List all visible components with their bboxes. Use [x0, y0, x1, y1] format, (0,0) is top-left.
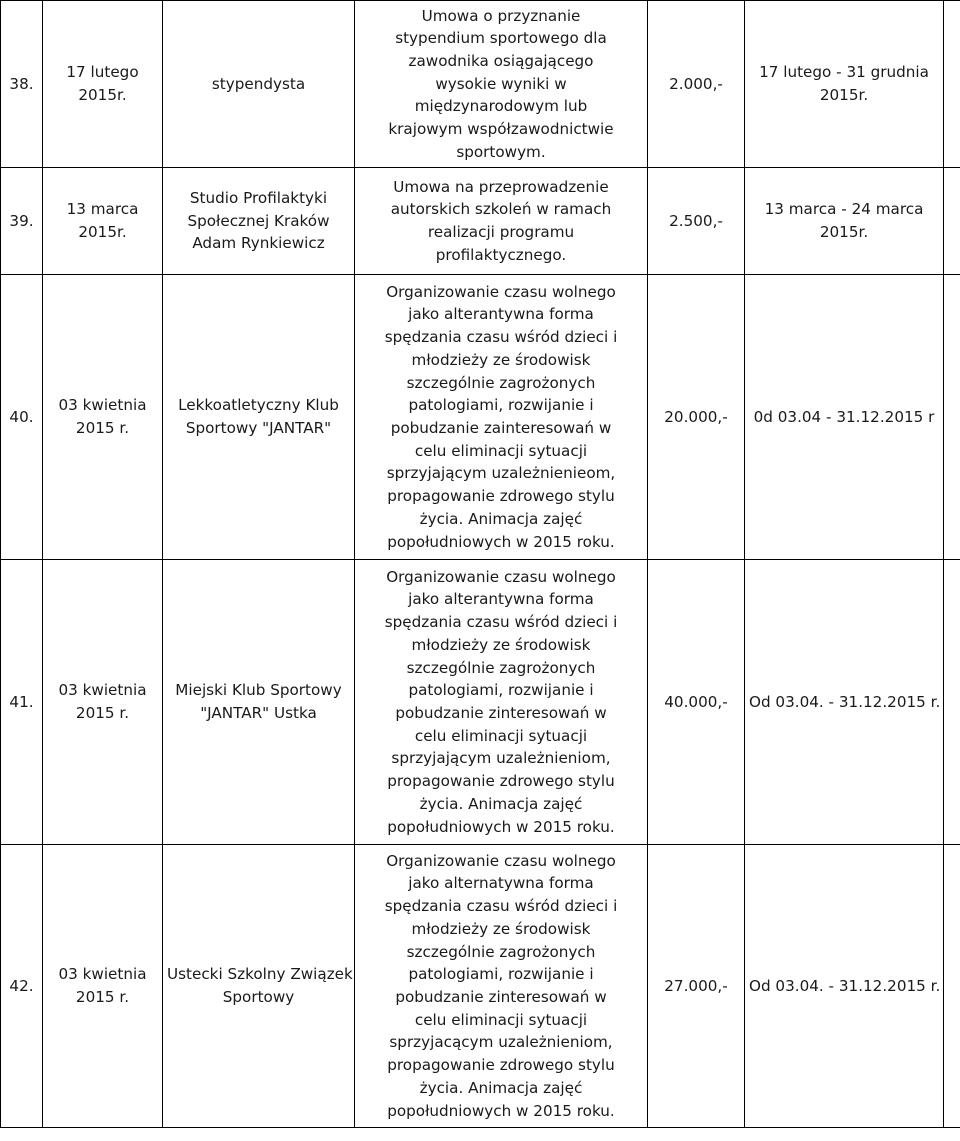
contract-description-line: stypendium sportowego dla: [395, 29, 607, 48]
recipient-line: Ustecki Szkolny Związek: [167, 965, 353, 984]
row-number: 42.: [1, 845, 43, 1128]
recipient-line: stypendysta: [211, 74, 306, 93]
contract-description: [355, 560, 648, 845]
recipient: [163, 1, 355, 168]
contract-description-line: patologiami, rozwijanie i: [408, 396, 594, 415]
recipient-line: Adam Rynkiewicz: [192, 234, 325, 253]
contract-description-line: jako alternatywna forma: [408, 874, 594, 893]
contract-date: [43, 845, 163, 1128]
table-edge-spacer: [944, 1, 960, 168]
contract-description-line: krajowym współzawodnictwie: [388, 120, 614, 139]
contract-description-line: pobudzanie zinteresowań w: [395, 988, 607, 1006]
contract-description-line: Organizowanie czasu wolnego: [386, 282, 616, 301]
contract-date-line: 03 kwietnia: [58, 681, 147, 700]
contract-description-line: zawodnika osiągającego: [408, 51, 594, 70]
contract-description: [355, 168, 648, 275]
contract-description-line: celu eliminacji sytuacji: [414, 726, 588, 745]
contract-amount: 2.000,-: [648, 1, 745, 168]
contract-description-line: szczególnie zagrożonych: [406, 658, 596, 677]
contract-date-line: 2015r.: [78, 86, 127, 104]
contract-period-line: 17 lutego - 31 grudnia: [759, 63, 929, 82]
contract-period-line: 2015r.: [819, 223, 869, 241]
contract-date-line: 2015 r.: [75, 419, 130, 437]
recipient-line: Lekkoatletyczny Klub: [178, 396, 339, 415]
contract-description-line: spędzania czasu wśród dzieci i: [384, 328, 618, 347]
contract-period-line: 13 marca - 24 marca: [764, 200, 924, 219]
contract-period: [745, 168, 944, 275]
contract-description-line: popołudniowych w 2015 roku.: [387, 817, 615, 836]
contract-date: [43, 1, 163, 168]
contract-description-line: patologiami, rozwijanie i: [408, 965, 594, 984]
contract-description-line: życia. Animacja zajęć: [419, 509, 583, 528]
recipient-line: Studio Profilaktyki: [189, 188, 328, 207]
table-row: [1, 168, 960, 275]
table-edge-spacer: [944, 560, 960, 845]
contract-description-line: popołudniowych w 2015 roku.: [387, 1101, 615, 1120]
contract-description-line: propagowanie zdrowego stylu: [387, 772, 615, 791]
contract-description-line: profilaktycznego.: [435, 245, 567, 264]
contract-period-line: 0d 03.04 - 31.12.2015 r: [753, 407, 935, 426]
contract-date-line: 03 kwietnia: [58, 965, 147, 984]
contract-description-line: młodzieży ze środowisk: [411, 919, 591, 938]
contract-period: [745, 845, 944, 1128]
recipient-line: Społecznej Kraków: [187, 211, 330, 230]
contract-amount: 2.500,-: [648, 168, 745, 275]
row-number: 39.: [1, 168, 43, 275]
contract-amount: 27.000,-: [648, 845, 745, 1128]
contract-description-line: sprzyjającym uzależnieniom,: [391, 749, 611, 768]
contract-description-line: patologiami, rozwijanie i: [408, 681, 594, 700]
contract-description-line: realizacji programu: [427, 223, 575, 241]
contract-date: [43, 275, 163, 560]
contract-description-line: międzynarodowym lub: [414, 97, 588, 116]
contract-description-line: propagowanie zdrowego stylu: [387, 1056, 615, 1075]
table-edge-spacer: [944, 845, 960, 1128]
table-row: [1, 845, 960, 1128]
contract-description-line: młodzieży ze środowisk: [411, 635, 591, 654]
contract-description: [355, 1, 648, 168]
contract-description-line: młodzieży ze środowisk: [411, 350, 591, 369]
contract-description-line: Organizowanie czasu wolnego: [386, 851, 616, 870]
contract-description-line: sprzyjacącym uzależnieniom,: [389, 1033, 613, 1052]
table-edge-spacer: [944, 275, 960, 560]
contract-description: [355, 845, 648, 1128]
contract-period-line: Od 03.04. - 31.12.2015 r.: [749, 692, 941, 711]
contract-period: [745, 275, 944, 560]
contract-date-line: 13 marca: [66, 200, 139, 219]
contract-date-line: 17 lutego: [66, 63, 139, 82]
row-number: 40.: [1, 275, 43, 560]
contract-description-line: życia. Animacja zajęć: [419, 1078, 583, 1097]
contract-description-line: propagowanie zdrowego stylu: [387, 487, 615, 506]
contract-description-line: spędzania czasu wśród dzieci i: [384, 897, 618, 916]
contract-description-line: Organizowanie czasu wolnego: [386, 567, 616, 586]
contract-description-line: Umowa o przyznanie: [421, 6, 581, 25]
contract-period-line: 2015r.: [819, 86, 869, 104]
contract-description-line: celu eliminacji sytuacji: [414, 441, 588, 460]
contract-period-line: Od 03.04. - 31.12.2015 r.: [749, 976, 941, 995]
recipient: [163, 845, 355, 1128]
contract-description-line: szczególnie zagrożonych: [406, 942, 596, 961]
recipient: [163, 168, 355, 275]
contract-description-line: celu eliminacji sytuacji: [414, 1010, 588, 1029]
contract-description-line: wysokie wyniki w: [435, 74, 567, 93]
contract-date: [43, 560, 163, 845]
row-number: 41.: [1, 560, 43, 845]
recipient-line: "JANTAR" Ustka: [200, 704, 317, 722]
table-row: [1, 1, 960, 168]
contract-description-line: Umowa na przeprowadzenie: [393, 177, 609, 196]
contract-description-line: szczególnie zagrożonych: [406, 373, 596, 392]
contract-description-line: autorskich szkoleń w ramach: [390, 200, 612, 219]
contract-description-line: jako alterantywna forma: [408, 590, 594, 609]
table-row: [1, 560, 960, 845]
contract-description: [355, 275, 648, 560]
contract-period: [745, 1, 944, 168]
contract-date: [43, 168, 163, 275]
recipient: [163, 275, 355, 560]
recipient-line: Sportowy: [222, 988, 295, 1006]
contract-date-line: 2015 r.: [75, 704, 130, 722]
contract-date-line: 2015 r.: [75, 988, 130, 1006]
recipient: [163, 560, 355, 845]
contract-description-line: popołudniowych w 2015 roku.: [387, 532, 615, 551]
contract-description-line: jako alterantywna forma: [408, 305, 594, 324]
contract-date-line: 03 kwietnia: [58, 396, 147, 415]
contract-period: [745, 560, 944, 845]
contract-description-line: sprzyjającym uzależnienieom,: [386, 464, 616, 483]
contract-description-line: spędzania czasu wśród dzieci i: [384, 613, 618, 632]
contract-description-line: życia. Animacja zajęć: [419, 794, 583, 813]
contract-description-line: pobudzanie zainteresowań w: [390, 419, 612, 437]
recipient-line: Miejski Klub Sportowy: [175, 681, 342, 700]
contract-date-line: 2015r.: [78, 223, 127, 241]
table-row: [1, 275, 960, 560]
contract-description-line: pobudzanie zinteresowań w: [395, 704, 607, 722]
contract-amount: 20.000,-: [648, 275, 745, 560]
row-number: 38.: [1, 1, 43, 168]
recipient-line: Sportowy "JANTAR": [185, 419, 332, 437]
table-edge-spacer: [944, 168, 960, 275]
contract-description-line: sportowym.: [456, 142, 546, 161]
contract-amount: 40.000,-: [648, 560, 745, 845]
